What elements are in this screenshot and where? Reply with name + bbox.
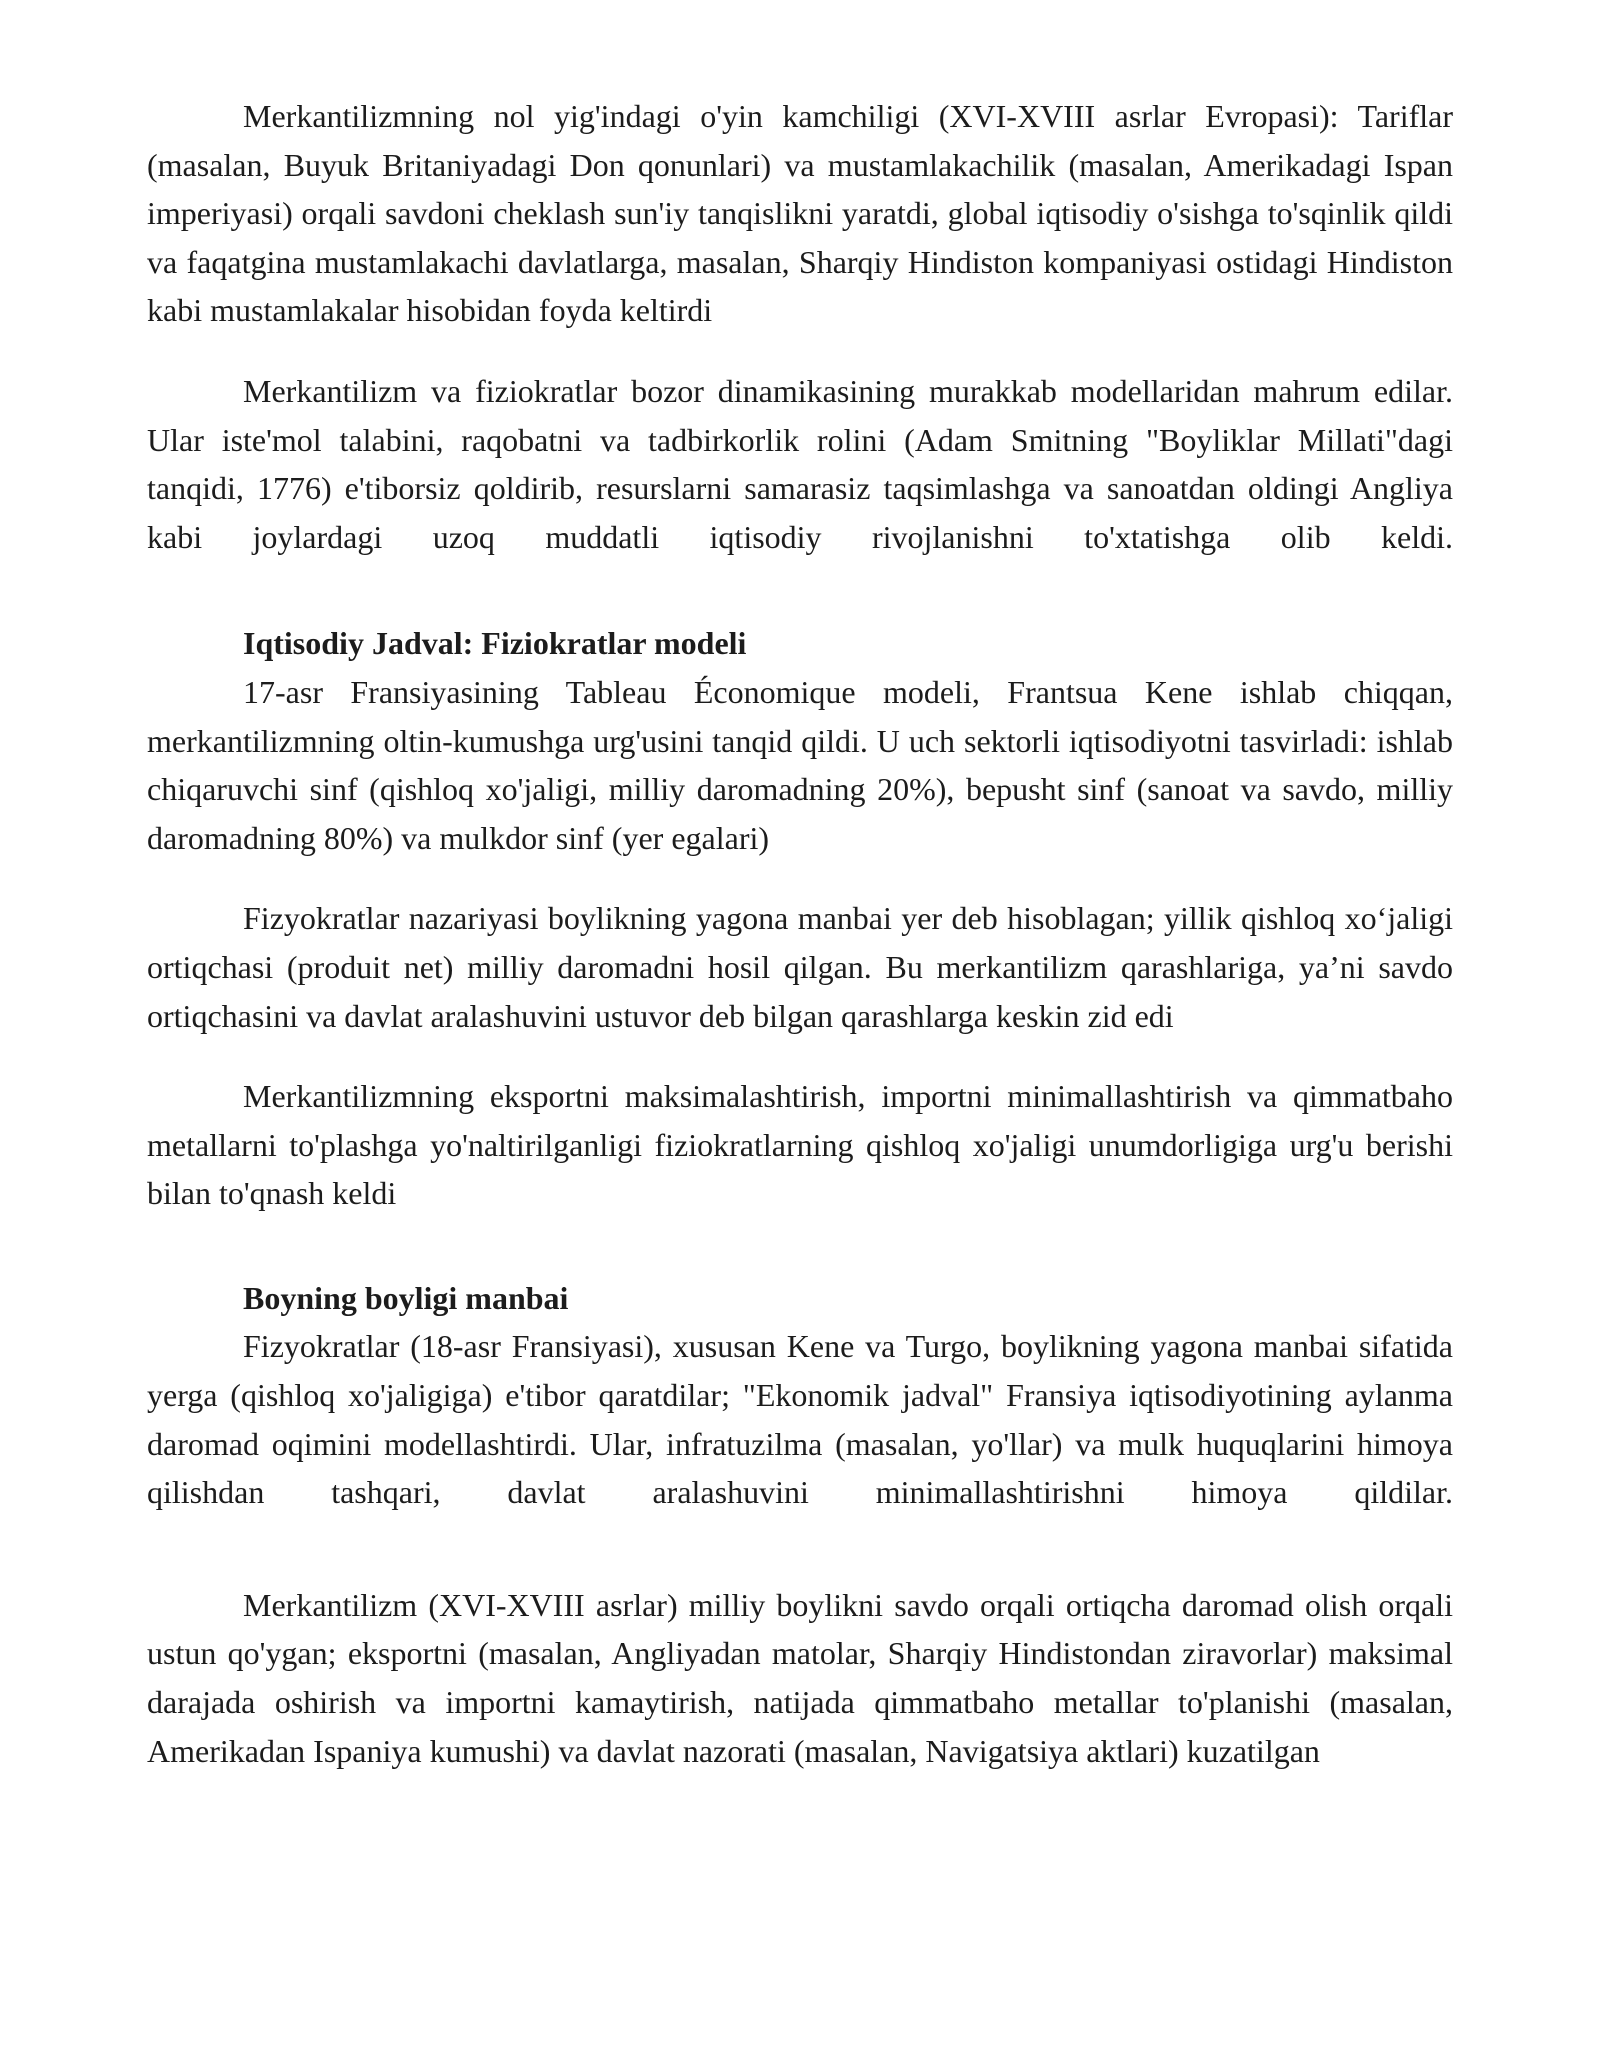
paragraph-mercantilism-zero-sum: Merkantilizmning nol yig'indagi o'yin kamchiligi (XVI-XVIII asrlar Evropasi): Tariflar (masalan, Buyuk Britaniyadagi Don qonunlari) va mustamlakachilik (masalan, Amerikadagi Ispan imperiyasi) orqali savdoni cheklash sun'iy tanqislikni yaratdi, global iqtisodiy o'sishga to'sqinlik qildi va faqatgina mustamlakachi davlatlarga, masalan, Sharqiy Hindiston kompaniyasi ostidagi Hindiston kabi mustamlakalar hisobidan foyda keltirdi <box>147 98 1453 329</box>
paragraph-physiocrats-land: Fizyokratlar (18-asr Fransiyasi), xususan Kene va Turgo, boylikning yagona manbai sifatida yerga (qishloq xo'jaligiga) e'tibor qaratdilar; "Ekonomik jadval" Fransiya iqtisodiyotining aylanma daromad oqimini modellashtirdi. Ular, infratuzilma (masalan, yo'llar) va mulk huquqlarini himoya qilishdan tashqari, davlat aralashuvini minimallashtirishni himoya qildilar. <box>147 1328 1453 1511</box>
document-page <box>147 92 1453 1775</box>
paragraph-mercantilism-trade-surplus: Merkantilizm (XVI-XVIII asrlar) milliy boylikni savdo orqali ortiqcha daromad olish orqali ustun qo'ygan; eksportni (masalan, Angliyadan matolar, Sharqiy Hindistondan ziravorlar) maksimal darajada oshirish va importni kamaytirish, natijada qimmatbaho metallar to'planishi (masalan, Amerikadan Ispaniya kumushi) va davlat nazorati (masalan, Navigatsiya aktlari) kuzatilgan <box>147 1586 1453 1769</box>
paragraph-market-dynamics: Merkantilizm va fiziokratlar bozor dinamikasining murakkab modellaridan mahrum edilar. Ular iste'mol talabini, raqobatni va tadbirkorlik rolini (Adam Smitning "Boyliklar Millati"dagi tanqidi, 1776) e'tiborsiz qoldirib, resurslarni samarasiz taqsimlashga va sanoatdan oldingi Angliya kabi joylardagi uzoq muddatli iqtisodiy rivojlanishni to'xtatishga olib keldi. <box>147 372 1453 555</box>
section-spacer <box>147 1218 1453 1274</box>
section-spacer <box>147 609 1453 619</box>
section-spacer <box>147 1517 1453 1581</box>
paragraph-tableau-economique: 17-asr Fransiyasining Tableau Économique modeli, Frantsua Kene ishlab chiqqan, merkantilizmning oltin-kumushga urg'usini tanqid qildi. U uch sektorli iqtisodiyotni tasvirladi: ishlab chiqaruvchi sinf (qishloq xo'jaligi, milliy daromadning 20%), bepusht sinf (sanoat va savdo, milliy daromadning 80%) va mulkdor sinf (yer egalari) <box>147 673 1453 856</box>
paragraph-physiocrat-theory: Fizyokratlar nazariyasi boylikning yagona manbai yer deb hisoblagan; yillik qishloq xo‘jaligi ortiqchasi (produit net) milliy daromadni hosil qilgan. Bu merkantilizm qarashlariga, ya’ni savdo ortiqchasini va davlat aralashuvini ustuvor deb bilgan qarashlarga keskin zid edi <box>147 900 1453 1034</box>
section-spacer <box>147 561 1453 609</box>
paragraph-export-clash: Merkantilizmning eksportni maksimalashtirish, importni minimallashtirish va qimmatbaho metallarni to'plashga yo'naltirilganligi fiziokratlarning qishloq xo'jaligi unumdorligiga urg'u berishi bilan to'qnash keldi <box>147 1078 1453 1212</box>
section-heading-economic-table: Iqtisodiy Jadval: Fiziokratlar modeli <box>243 625 747 662</box>
section-heading-source-of-wealth: Boyning boyligi manbai <box>243 1279 569 1316</box>
